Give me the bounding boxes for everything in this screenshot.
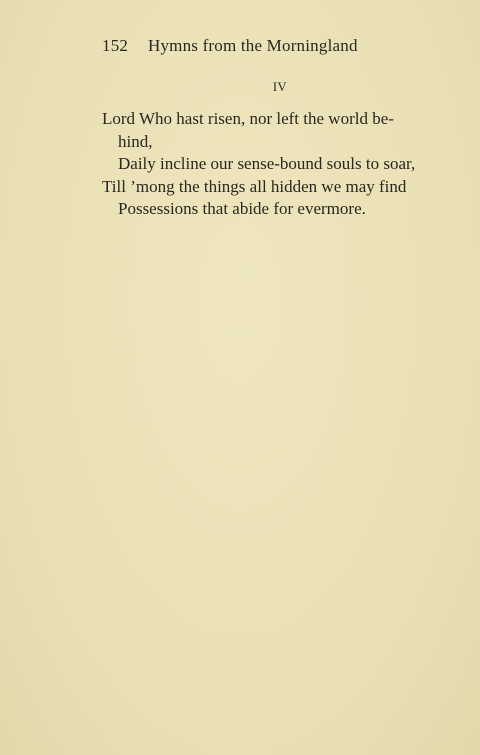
poem-line: Possessions that abide for evermore. xyxy=(118,199,366,218)
poem-line: Till ’mong the things all hidden we may find xyxy=(102,176,407,196)
running-head xyxy=(102,36,402,58)
section-numeral: IV xyxy=(272,80,288,94)
poem-stanza xyxy=(102,108,462,221)
book-title: Hymns from the Morningland xyxy=(148,36,358,55)
poem-line: Daily incline our sense-bound souls to soar, xyxy=(118,154,416,173)
page-number: 152 xyxy=(102,36,129,55)
poem-line: Lord Who hast risen, nor left the world be- xyxy=(102,109,394,128)
poem-line: hind, xyxy=(118,131,153,151)
